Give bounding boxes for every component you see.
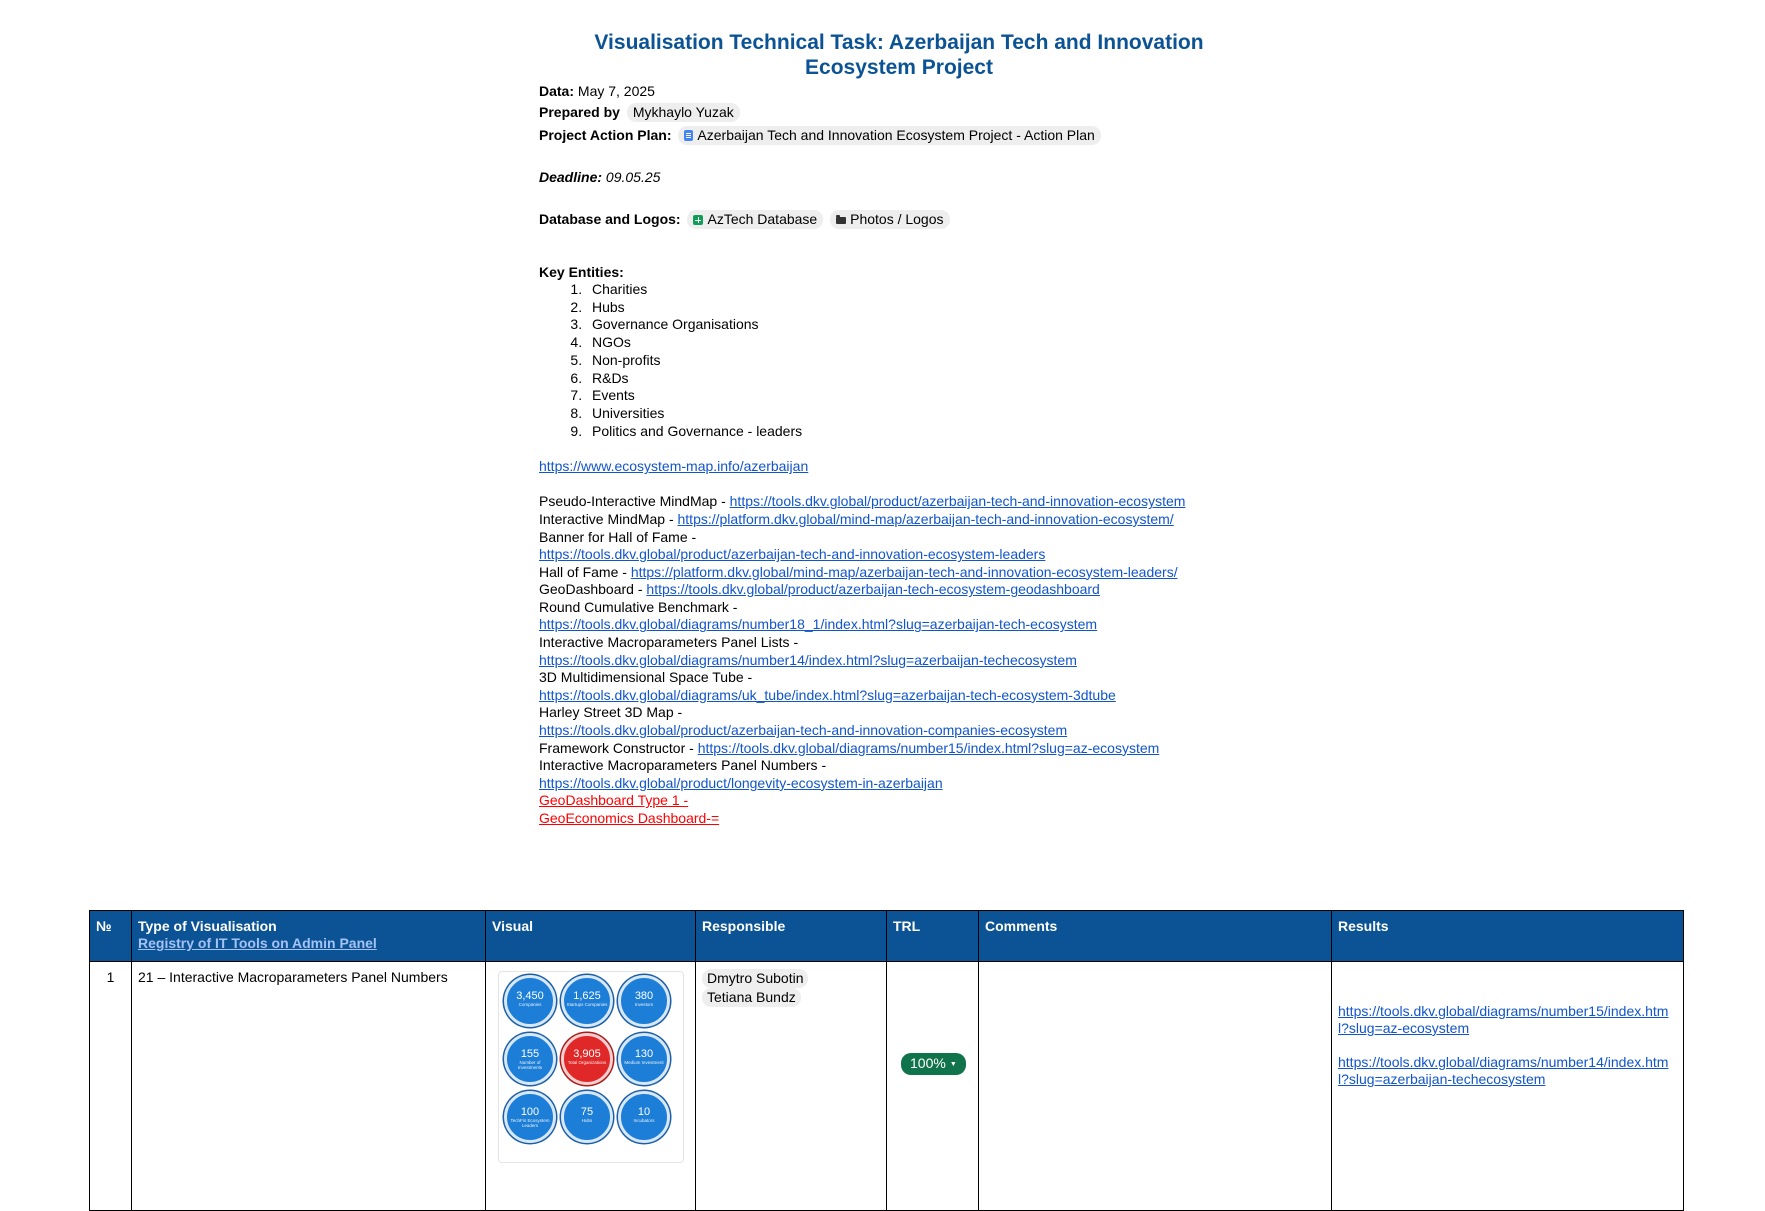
row-responsible bbox=[696, 962, 887, 1211]
link-label: Framework Constructor - bbox=[539, 739, 698, 756]
macroparameter-circle bbox=[618, 1033, 670, 1085]
key-entity-item: 5. Non-profits bbox=[586, 352, 1259, 370]
link-url[interactable]: https://platform.dkv.global/mind-map/azerbaijan-tech-and-innovation-ecosystem/ bbox=[677, 510, 1174, 527]
link-line bbox=[539, 529, 1259, 564]
header-type bbox=[132, 911, 486, 962]
trl-value: 100% bbox=[910, 1055, 946, 1071]
link-url[interactable]: https://tools.dkv.global/product/azerbaijan-tech-ecosystem-geodashboard bbox=[646, 581, 1100, 598]
link-url[interactable]: https://tools.dkv.global/diagrams/number14/index.html?slug=azerbaijan-techecosystem bbox=[539, 651, 1077, 668]
visual-thumbnail[interactable] bbox=[498, 971, 684, 1163]
circle-label: Incubators bbox=[633, 1118, 655, 1123]
logos-chip-label: Photos / Logos bbox=[850, 211, 944, 227]
ecosystem-map-link[interactable]: https://www.ecosystem-map.info/azerbaijan bbox=[539, 458, 809, 475]
date-label: Data: bbox=[539, 83, 575, 99]
responsible-chip-1[interactable]: Dmytro Subotin bbox=[702, 969, 808, 988]
link-label: Interactive MindMap - bbox=[539, 510, 678, 527]
link-line bbox=[539, 564, 1259, 582]
link-label: Hall of Fame - bbox=[539, 563, 631, 580]
circle-label: Investors bbox=[634, 1002, 654, 1007]
person-chip-prepared[interactable]: Mykhaylo Yuzak bbox=[627, 103, 740, 122]
red-link[interactable]: GeoDashboard Type 1 - bbox=[539, 792, 689, 809]
prepared-label: Prepared by bbox=[539, 104, 620, 120]
result-link-2[interactable]: https://tools.dkv.global/diagrams/number14/index.html?slug=azerbaijan-techecosystem bbox=[1338, 1054, 1669, 1087]
link-line bbox=[539, 581, 1259, 599]
row-comments bbox=[979, 962, 1332, 1211]
link-url[interactable]: https://tools.dkv.global/product/longevity-ecosystem-in-azerbaijan bbox=[539, 774, 943, 791]
table-header-row bbox=[90, 911, 1684, 962]
circle-value: 380 bbox=[634, 990, 654, 1002]
circle-label: Startups Companies bbox=[566, 1002, 608, 1007]
document-title: Visualisation Technical Task: Azerbaijan Tech and Innovation Ecosystem Project bbox=[594, 31, 1204, 79]
key-entity-item: 4. NGOs bbox=[586, 334, 1259, 352]
visualisation-links bbox=[539, 493, 1259, 827]
link-label: Harley Street 3D Map - bbox=[539, 704, 683, 721]
link-url[interactable]: https://tools.dkv.global/diagrams/number15/index.html?slug=az-ecosystem bbox=[697, 739, 1160, 756]
link-label: Interactive Macroparameters Panel Numbers - bbox=[539, 757, 827, 774]
link-label: Interactive Macroparameters Panel Lists - bbox=[539, 634, 799, 651]
red-link-line bbox=[539, 810, 1259, 828]
key-entity-item: 1. Charities bbox=[586, 281, 1259, 299]
result-link-1[interactable]: https://tools.dkv.global/diagrams/number15/index.html?slug=az-ecosystem bbox=[1338, 1003, 1669, 1036]
trl-status-dropdown[interactable] bbox=[901, 1053, 966, 1075]
link-url[interactable]: https://tools.dkv.global/product/azerbaijan-tech-and-innovation-ecosystem bbox=[729, 493, 1186, 510]
chevron-down-icon: ▼ bbox=[949, 1061, 957, 1068]
row-type: 21 – Interactive Macroparameters Panel Numbers bbox=[132, 962, 486, 1211]
folder-icon bbox=[836, 217, 846, 224]
header-responsible: Responsible bbox=[696, 911, 887, 962]
visualisation-table bbox=[89, 910, 1684, 1211]
google-sheet-icon bbox=[693, 215, 703, 225]
row-num: 1 bbox=[90, 962, 132, 1211]
header-type-label: Type of Visualisation bbox=[138, 918, 277, 934]
action-plan-line bbox=[539, 125, 1259, 146]
key-entities-list bbox=[539, 281, 1259, 440]
link-url[interactable]: https://tools.dkv.global/diagrams/uk_tube/index.html?slug=azerbaijan-tech-ecosystem-3dtube bbox=[539, 686, 1116, 703]
link-label: Round Cumulative Benchmark - bbox=[539, 598, 738, 615]
red-link-line bbox=[539, 792, 1259, 810]
header-visual: Visual bbox=[486, 911, 696, 962]
key-entity-item: 9. Politics and Governance - leaders bbox=[586, 423, 1259, 441]
date-line bbox=[539, 81, 1259, 102]
circle-value: 3,450 bbox=[516, 990, 544, 1002]
database-chip-label: AzTech Database bbox=[707, 211, 818, 227]
link-line bbox=[539, 511, 1259, 529]
link-line bbox=[539, 704, 1259, 739]
link-label: Banner for Hall of Fame - bbox=[539, 528, 697, 545]
main-link-line bbox=[539, 456, 1259, 477]
deadline-line bbox=[539, 167, 1259, 188]
key-entity-item: 3. Governance Organisations bbox=[586, 316, 1259, 334]
circle-value: 10 bbox=[637, 1106, 651, 1118]
link-url[interactable]: https://tools.dkv.global/product/azerbaijan-tech-and-innovation-companies-ecosystem bbox=[539, 722, 1068, 739]
link-line bbox=[539, 740, 1259, 758]
circle-label: Hubs bbox=[581, 1118, 593, 1123]
link-line bbox=[539, 757, 1259, 792]
circle-label: Number of Investments bbox=[517, 1060, 543, 1070]
circle-label: Companies bbox=[518, 1002, 542, 1007]
responsible-chip-2[interactable]: Tetiana Bundz bbox=[702, 988, 801, 1007]
header-num: № bbox=[90, 911, 132, 962]
header-results: Results bbox=[1332, 911, 1684, 962]
macroparameter-circle bbox=[561, 1033, 613, 1085]
row-trl bbox=[887, 962, 979, 1211]
circle-value: 100 bbox=[520, 1106, 540, 1118]
row-results bbox=[1332, 962, 1684, 1211]
database-chip[interactable] bbox=[687, 210, 823, 229]
header-trl: TRL bbox=[887, 911, 979, 962]
circle-value: 130 bbox=[634, 1048, 654, 1060]
macroparameter-circle bbox=[561, 1091, 613, 1143]
link-label: 3D Multidimensional Space Tube - bbox=[539, 669, 753, 686]
circle-value: 3,905 bbox=[573, 1048, 601, 1060]
row-visual bbox=[486, 962, 696, 1211]
key-entities-label: Key Entities: bbox=[539, 264, 624, 280]
macroparameter-circle bbox=[561, 975, 613, 1027]
circle-value: 155 bbox=[520, 1048, 540, 1060]
deadline-label: Deadline: bbox=[539, 169, 603, 185]
deadline-value: 09.05.25 bbox=[605, 169, 661, 185]
link-line bbox=[539, 634, 1259, 669]
action-plan-label: Project Action Plan: bbox=[539, 127, 672, 143]
red-link[interactable]: GeoEconomics Dashboard-= bbox=[539, 810, 720, 827]
circle-label: Medium Investment bbox=[624, 1060, 664, 1065]
macroparameter-circle bbox=[618, 1091, 670, 1143]
database-line bbox=[539, 209, 1259, 230]
link-label: GeoDashboard - bbox=[539, 581, 647, 598]
database-label: Database and Logos: bbox=[539, 211, 681, 227]
action-plan-chip[interactable] bbox=[678, 126, 1100, 145]
key-entity-item: 6. R&Ds bbox=[586, 370, 1259, 388]
link-line bbox=[539, 669, 1259, 704]
link-label: Pseudo-Interactive MindMap - bbox=[539, 493, 730, 510]
document-body bbox=[539, 30, 1259, 828]
macroparameter-circle bbox=[504, 975, 556, 1027]
key-entity-item: 8. Universities bbox=[586, 405, 1259, 423]
link-line bbox=[539, 599, 1259, 634]
key-entity-item: 2. Hubs bbox=[586, 299, 1259, 317]
macroparameter-circle bbox=[504, 1091, 556, 1143]
macroparameter-circle bbox=[618, 975, 670, 1027]
circle-value: 75 bbox=[580, 1106, 594, 1118]
prepared-line bbox=[539, 102, 1259, 123]
circle-label: Total Organizations bbox=[567, 1060, 607, 1065]
link-url[interactable]: https://tools.dkv.global/product/azerbaijan-tech-and-innovation-ecosystem-leaders bbox=[539, 546, 1046, 563]
link-line bbox=[539, 493, 1259, 511]
link-url[interactable]: https://tools.dkv.global/diagrams/number18_1/index.html?slug=azerbaijan-tech-ecosystem bbox=[539, 616, 1098, 633]
header-comments: Comments bbox=[979, 911, 1332, 962]
key-entity-item: 7. Events bbox=[586, 387, 1259, 405]
action-plan-value: Azerbaijan Tech and Innovation Ecosystem Project - Action Plan bbox=[697, 127, 1095, 143]
date-value: May 7, 2025 bbox=[577, 83, 655, 99]
table-row bbox=[90, 962, 1684, 1211]
google-doc-icon bbox=[684, 130, 693, 141]
circle-label: TechFin Ecosystem Leaders bbox=[510, 1118, 550, 1128]
logos-chip[interactable] bbox=[830, 210, 949, 229]
link-url[interactable]: https://platform.dkv.global/mind-map/azerbaijan-tech-and-innovation-ecosystem-leaders/ bbox=[630, 563, 1178, 580]
circle-value: 1,625 bbox=[573, 990, 601, 1002]
macroparameter-circles bbox=[504, 975, 670, 1143]
registry-link[interactable]: Registry of IT Tools on Admin Panel bbox=[138, 935, 377, 951]
macroparameter-circle bbox=[504, 1033, 556, 1085]
